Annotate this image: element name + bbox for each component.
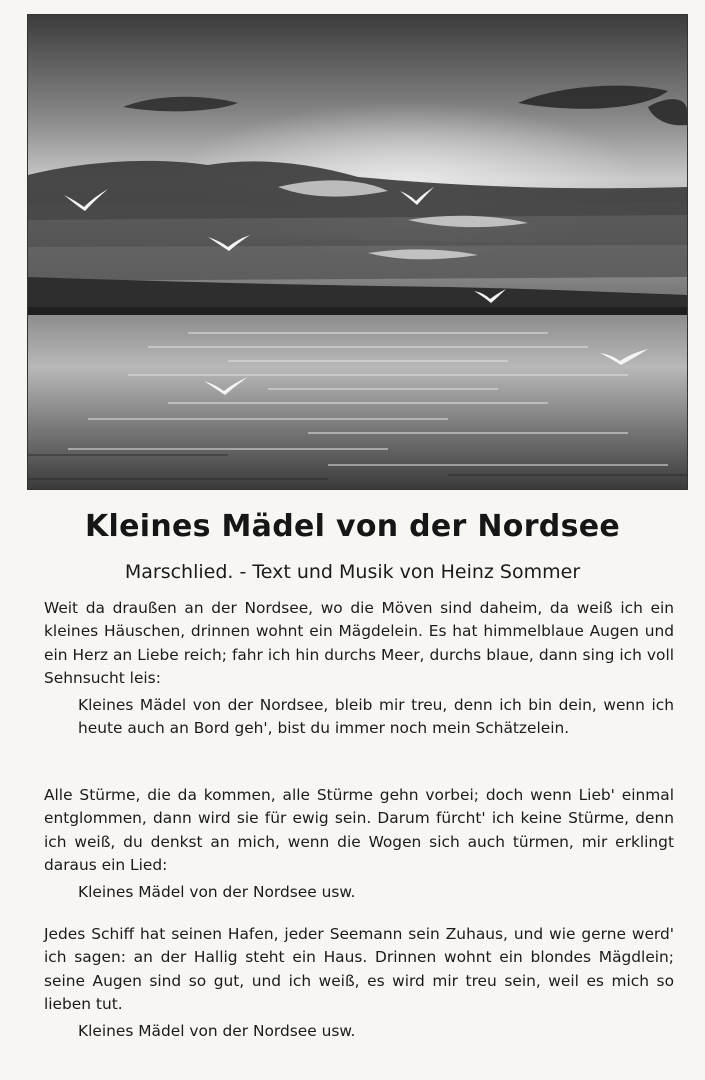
verse-2: Alle Stürme, die da kommen, alle Stürme gehn vorbei; doch wenn Lieb' einmal entglommen, dann wird sie für ewig sein. Darum fürcht' ich keine Stürme, denn ich weiß, du denkst an mich, wenn die Wogen sich auch türmen, mir erklingt daraus ein Lied: [44, 786, 674, 874]
refrain-3: Kleines Mädel von der Nordsee usw. [78, 1022, 356, 1040]
song-subtitle: Marschlied. - Text und Musik von Heinz Sommer [124, 561, 581, 583]
song-title: Kleines Mädel von der Nordsee [84, 509, 621, 544]
verse-1: Weit da draußen an der Nordsee, wo die Möven sind daheim, da weiß ich ein kleines Häuschen, drinnen wohnt ein Mägdelein. Es hat himmelblaue Augen und ein Herz an Liebe reich; fahr ich hin durchs Meer, durchs blaue, dann sing ich voll Sehnsucht leis: [44, 599, 674, 687]
sea [28, 315, 687, 489]
seascape-photo [27, 14, 688, 490]
refrain-1: Kleines Mädel von der Nordsee, bleib mir treu, denn ich bin dein, wenn ich heute auch an Bord geh', bist du immer noch mein Schätzelein. [78, 696, 674, 738]
horizon [28, 307, 687, 315]
seascape-illustration [28, 15, 687, 489]
verse-3: Jedes Schiff hat seinen Hafen, jeder Seemann sein Zuhaus, und wie gerne werd' ich sagen: an der Hallig steht ein Haus. Drinnen wohnt ein blondes Mägdlein; seine Augen sind so gut, und ich weiß, es wird mir treu sein, weil es mich so lieben tut. [44, 925, 674, 1013]
refrain-2: Kleines Mädel von der Nordsee usw. [78, 883, 356, 901]
